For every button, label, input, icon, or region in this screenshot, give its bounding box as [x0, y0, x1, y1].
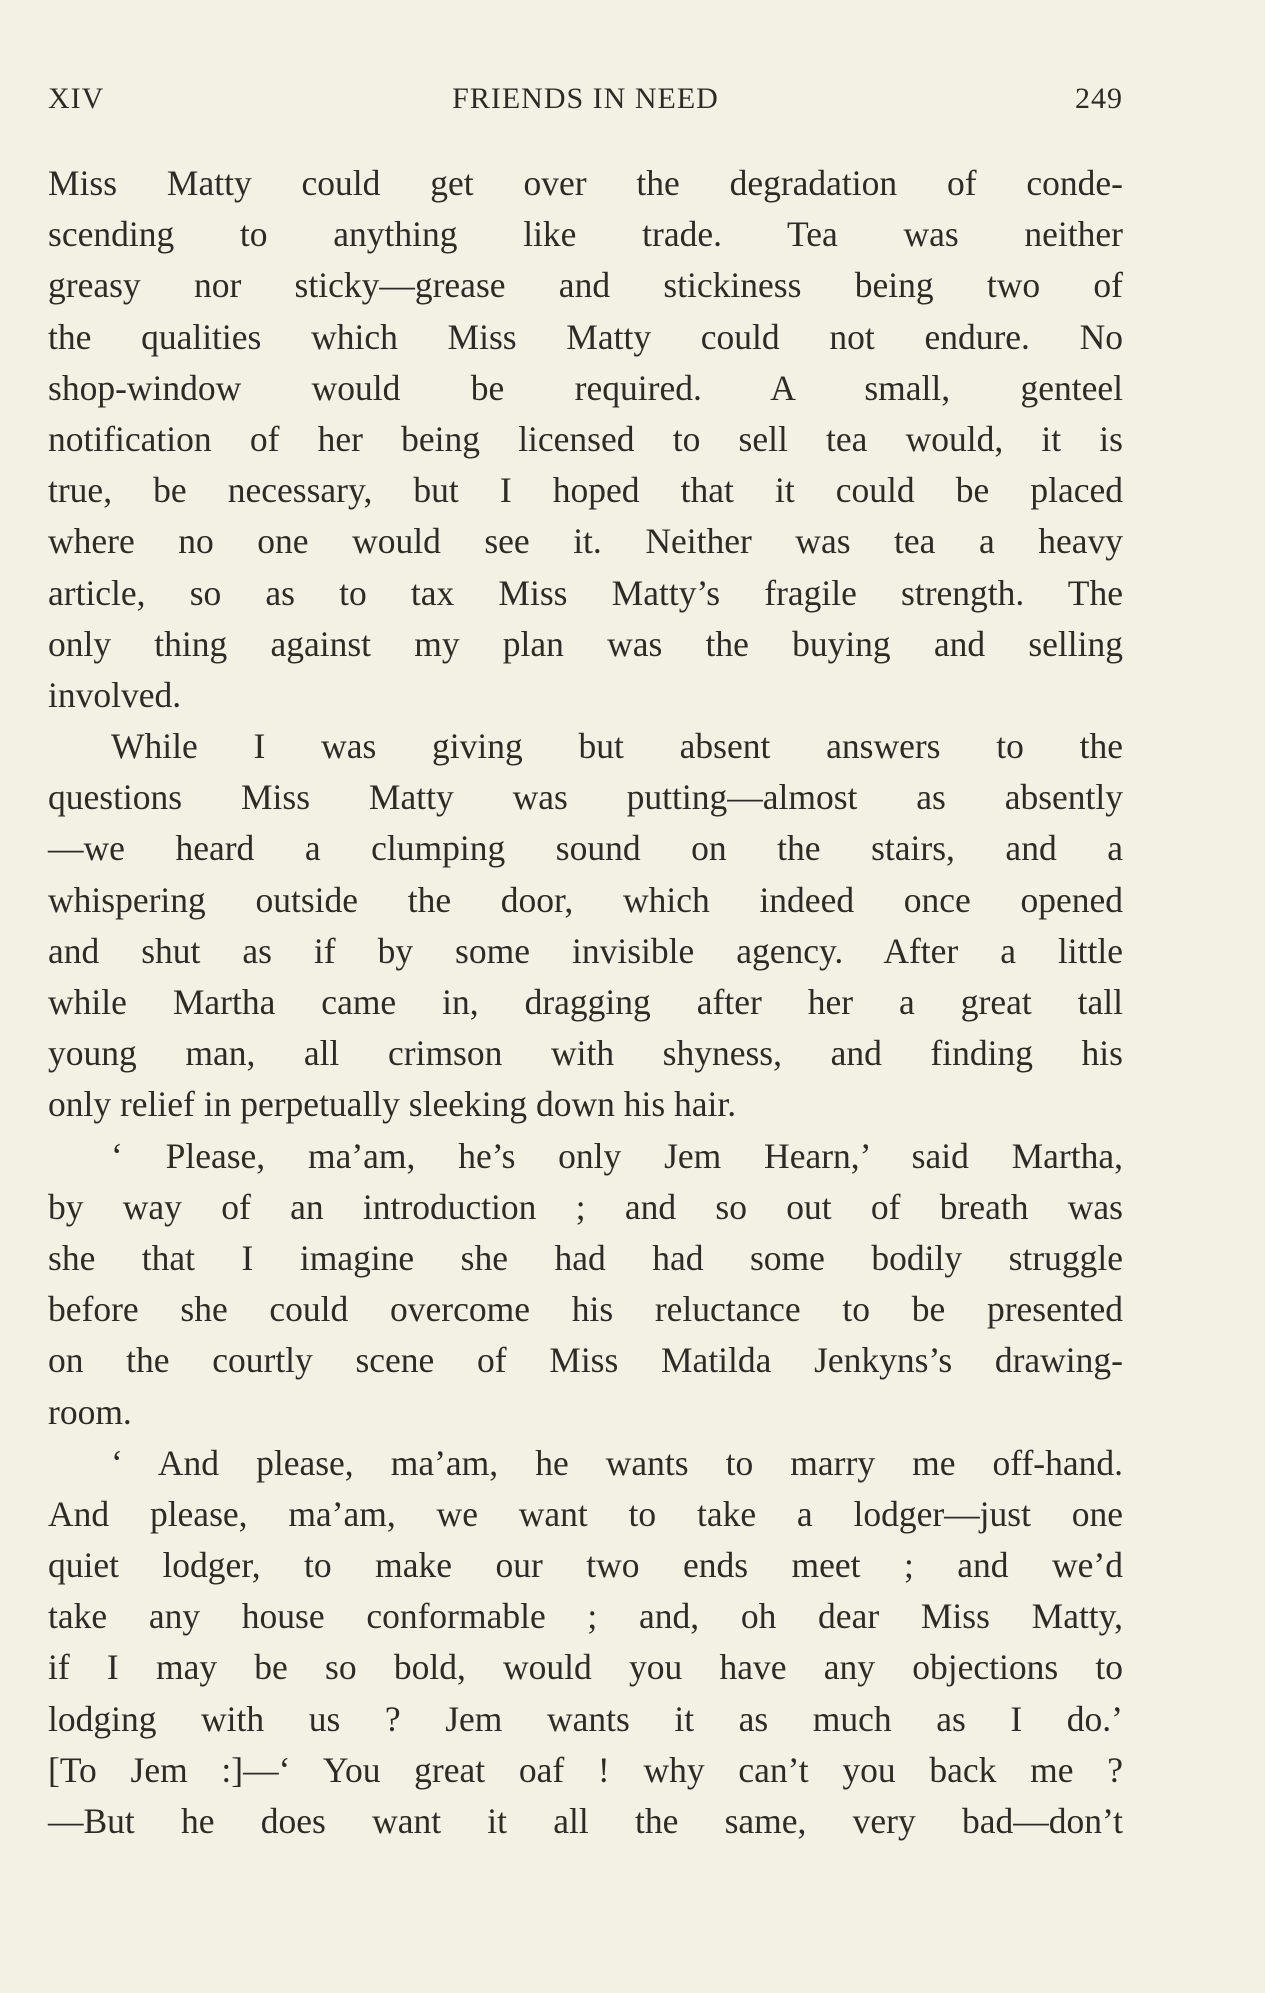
text-line: greasy nor sticky—grease and stickiness being two of — [48, 265, 1123, 306]
text-line: young man, all crimson with shyness, and finding his — [48, 1033, 1123, 1074]
text-line: —we heard a clumping sound on the stairs, and a — [48, 828, 1123, 869]
text-line: the qualities which Miss Matty could not endure. No — [48, 316, 1123, 357]
text-line: where no one would see it. Neither was tea a heavy — [48, 521, 1123, 562]
running-title: FRIENDS IN NEED — [452, 82, 719, 115]
text-line: Miss Matty could get over the degradation of conde- — [48, 163, 1123, 203]
text-line: [To Jem :]—‘ You great oaf ! why can’t you back me ? — [48, 1749, 1123, 1790]
text-line: on the courtly scene of Miss Matilda Jenkyns’s drawing- — [48, 1340, 1123, 1381]
text-line: she that I imagine she had had some bodily struggle — [48, 1237, 1123, 1278]
text-line: only thing against my plan was the buying and selling — [48, 623, 1123, 664]
text-line: scending to anything like trade. Tea was neither — [48, 214, 1123, 255]
page-number: 249 — [1075, 82, 1123, 115]
text-line: ‘ And please, ma’am, he wants to marry me off-hand. — [111, 1442, 1123, 1483]
text-line: lodging with us ? Jem wants it as much as I do.’ — [48, 1698, 1123, 1739]
text-line: notification of her being licensed to sell tea would, it is — [48, 418, 1123, 459]
text-line: quiet lodger, to make our two ends meet ; and we’d — [48, 1545, 1123, 1586]
text-line: if I may be so bold, would you have any objections to — [48, 1647, 1123, 1688]
text-line: while Martha came in, dragging after her a great tall — [48, 982, 1123, 1022]
text-line: questions Miss Matty was putting—almost as absently — [48, 777, 1123, 818]
running-header — [48, 82, 1123, 122]
text-line: only relief in perpetually sleeking down his hair. — [48, 1084, 737, 1125]
text-line: —But he does want it all the same, very bad—don’t — [48, 1801, 1123, 1841]
text-line: by way of an introduction ; and so out of breath was — [48, 1186, 1123, 1227]
body-text — [48, 158, 1123, 1847]
chapter-number: XIV — [48, 82, 105, 115]
text-line: While I was giving but absent answers to the — [111, 726, 1123, 767]
text-line: article, so as to tax Miss Matty’s fragile strength. The — [48, 572, 1123, 613]
text-line: take any house conformable ; and, oh dear Miss Matty, — [48, 1596, 1123, 1637]
text-line: and shut as if by some invisible agency. After a little — [48, 930, 1123, 971]
text-line: true, be necessary, but I hoped that it could be placed — [48, 470, 1123, 511]
text-line: room. — [48, 1391, 132, 1432]
text-line: And please, ma’am, we want to take a lodger—just one — [48, 1493, 1123, 1534]
text-line: involved. — [48, 674, 182, 715]
text-line: whispering outside the door, which indeed once opened — [48, 879, 1123, 920]
text-line: ‘ Please, ma’am, he’s only Jem Hearn,’ said Martha, — [111, 1135, 1123, 1176]
text-line: shop-window would be required. A small, genteel — [48, 367, 1123, 408]
text-line: before she could overcome his reluctance to be presented — [48, 1289, 1123, 1330]
